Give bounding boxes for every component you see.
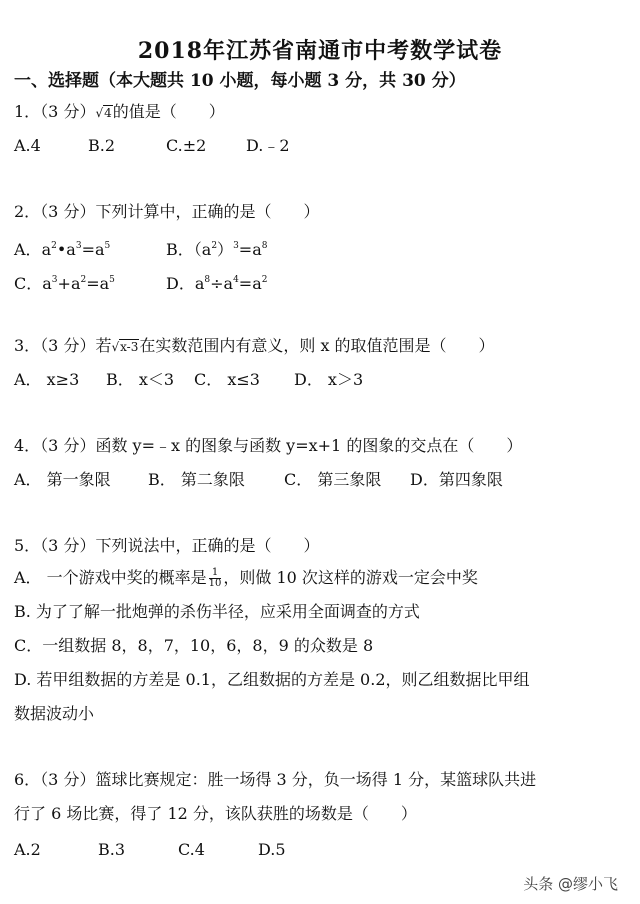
question-6-stem-line1: 6．（3 分）篮球比赛规定：胜一场得 3 分，负一场得 1 分，某篮球队共进 bbox=[14, 770, 537, 789]
option-b: B.3 bbox=[98, 840, 126, 859]
option-b: B.2 bbox=[88, 136, 116, 155]
question-3-stem: 3．（3 分）若√x-3在实数范围内有意义，则 x 的取值范围是（ ） bbox=[14, 336, 495, 355]
option-c: C.±2 bbox=[166, 136, 207, 155]
option-b: B． x＜3 bbox=[106, 370, 175, 389]
question-6-stem-line2: 行了 6 场比赛，得了 12 分，该队获胜的场数是（ ） bbox=[14, 804, 417, 823]
sqrt-symbol: √4 bbox=[95, 106, 112, 120]
watermark: 头条 @缪小飞 bbox=[523, 875, 618, 893]
option-a: A． 第一象限 bbox=[14, 470, 111, 489]
question-5-option-d-line2: 数据波动小 bbox=[14, 704, 95, 723]
section-heading: 一、选择题（本大题共 10 小题，每小题 3 分，共 30 分） bbox=[14, 71, 466, 91]
option-a: A.4 bbox=[14, 136, 41, 155]
question-5-option-b: B. 为了了解一批炮弹的杀伤半径，应采用全面调查的方式 bbox=[14, 602, 420, 621]
option-c: C．$a^3+a^2=a^5$ bbox=[14, 274, 115, 293]
option-a: A.2 bbox=[14, 840, 41, 859]
question-1-stem: 1．（3 分）√4的值是（ ） bbox=[14, 102, 225, 121]
option-d: D．$a^8\div a^4=a^2$ bbox=[166, 274, 268, 293]
option-a: A． x≥3 bbox=[14, 370, 80, 389]
question-2-stem: 2．（3 分）下列计算中，正确的是（ ） bbox=[14, 202, 320, 221]
question-5-option-d-line1: D. 若甲组数据的方差是 0.1，乙组数据的方差是 0.2，则乙组数据比甲组 bbox=[14, 670, 530, 689]
exam-title: 2018年江苏省南通市中考数学试卷 bbox=[137, 38, 503, 64]
question-4-stem: 4．（3 分）函数 y=﹣x 的图象与函数 y=x+1 的图象的交点在（ ） bbox=[14, 436, 523, 455]
option-a: A．$a^2•a^3=a^5$ bbox=[14, 240, 111, 259]
option-c: C． 第三象限 bbox=[284, 470, 382, 489]
option-d: D． x＞3 bbox=[294, 370, 364, 389]
option-d: D.﹣2 bbox=[246, 136, 290, 155]
question-5-option-a: A． 一个游戏中奖的概率是 $\frac{1}{10}$ ，则做 10 次这样的游戏一定会中奖 bbox=[14, 567, 478, 589]
option-d: D．第四象限 bbox=[410, 470, 503, 489]
fraction: $\frac{1}{10}$ bbox=[208, 567, 222, 589]
question-5-option-c: C．一组数据 8，8，7，10，6，8，9 的众数是 8 bbox=[14, 636, 374, 655]
question-5-stem: 5．（3 分）下列说法中，正确的是（ ） bbox=[14, 536, 320, 555]
option-d: D.5 bbox=[258, 840, 286, 859]
option-b: B． 第二象限 bbox=[148, 470, 245, 489]
option-c: C.4 bbox=[178, 840, 205, 859]
option-c: C． x≤3 bbox=[194, 370, 260, 389]
sqrt-symbol: √x-3 bbox=[111, 340, 139, 354]
option-b: B．$(a^2)^3=a^8$ bbox=[166, 240, 268, 259]
